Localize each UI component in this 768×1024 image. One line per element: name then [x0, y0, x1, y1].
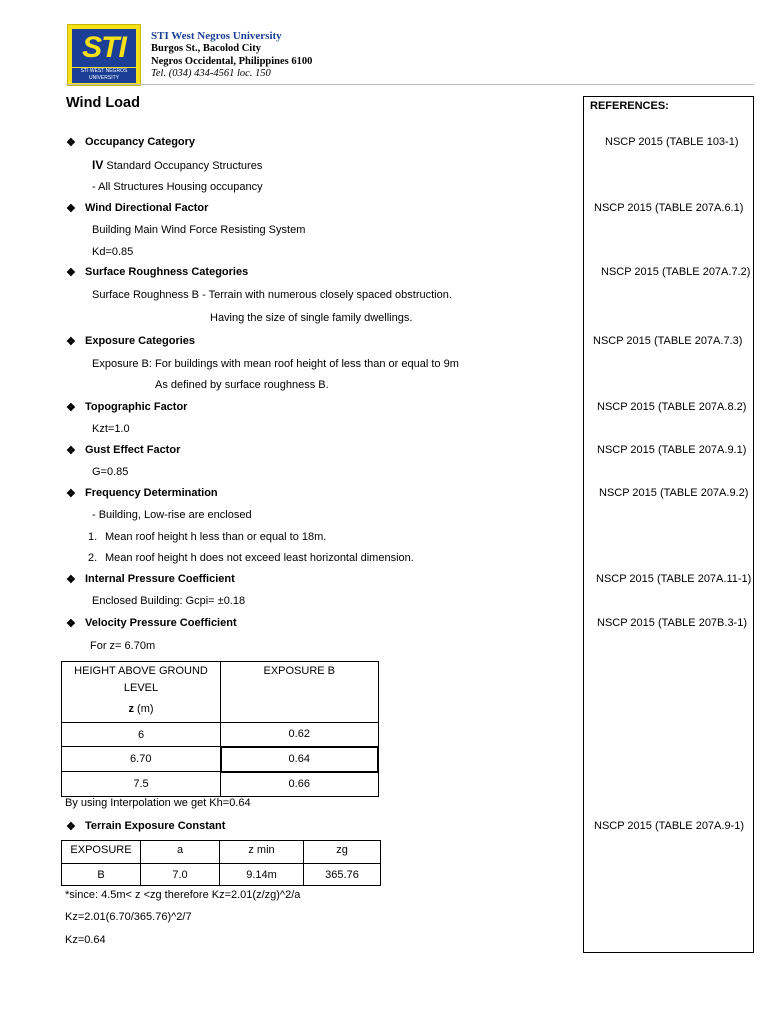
velocity-table-header-height: HEIGHT ABOVE GROUND LEVEL z (m) [62, 662, 221, 723]
interpolation-note: By using Interpolation we get Kh=0.64 [65, 797, 251, 809]
exposure-line-1: Exposure B: For buildings with mean roof height of less than or equal to 9m [92, 358, 459, 370]
heading-internal: Internal Pressure Coefficient [85, 573, 235, 585]
terrain-table [61, 840, 381, 886]
terrain-cell-a: 7.0 [141, 864, 220, 886]
diamond-bullet-icon: ❖ [66, 574, 76, 586]
ref-terrain: NSCP 2015 (TABLE 207A.9-1) [594, 820, 745, 832]
heading-occupancy: Occupancy Category [85, 136, 196, 148]
logo-wordmark: STI [72, 29, 136, 67]
velocity-z-cell: 6 [62, 723, 221, 747]
ref-topographic: NSCP 2015 (TABLE 207A.8.2) [597, 401, 747, 413]
ref-exposure: NSCP 2015 (TABLE 207A.7.3) [593, 335, 743, 347]
roughness-line-2: Having the size of single family dwellings. [210, 312, 413, 324]
occupancy-line-2: - All Structures Housing occupancy [92, 181, 263, 193]
heading-velocity: Velocity Pressure Coefficient [85, 617, 237, 629]
terrain-line-3: Kz=0.64 [65, 934, 106, 946]
velocity-table-header-exposure: EXPOSURE B [221, 662, 379, 723]
directional-line-1: Building Main Wind Force Resisting System [92, 224, 306, 236]
logo-subtitle: STI WEST NEGROS UNIVERSITY [72, 68, 136, 83]
directional-line-2: Kd=0.85 [92, 246, 134, 258]
terrain-header-a: a [141, 841, 220, 864]
velocity-z-cell: 6.70 [62, 747, 221, 772]
ref-frequency: NSCP 2015 (TABLE 207A.9.2) [599, 487, 749, 499]
terrain-header-zg: zg [304, 841, 381, 864]
frequency-item-1-number: 1. [88, 531, 98, 543]
frequency-item-1: Mean roof height h less than or equal to 18m. [105, 531, 327, 543]
references-title: REFERENCES: [590, 100, 669, 112]
terrain-header-exposure: EXPOSURE [62, 841, 141, 864]
university-logo [67, 24, 141, 86]
terrain-line-2: Kz=2.01(6.70/365.76)^2/7 [65, 911, 192, 923]
page-title: Wind Load [66, 95, 140, 111]
heading-directional: Wind Directional Factor [85, 202, 209, 214]
roughness-line-1: Surface Roughness B - Terrain with numerous closely spaced obstruction. [92, 289, 452, 301]
university-name: STI West Negros University [151, 30, 282, 42]
table-row [62, 747, 379, 772]
phone-line: Tel. (034) 434-4561 loc. 150 [151, 68, 271, 79]
diamond-bullet-icon: ❖ [66, 821, 76, 833]
gust-line-1: G=0.85 [92, 466, 129, 478]
address-line-1: Burgos St., Bacolod City [151, 43, 261, 54]
topographic-line-1: Kzt=1.0 [92, 423, 130, 435]
table-row [62, 723, 379, 747]
frequency-line-1: - Building, Low-rise are enclosed [92, 509, 252, 521]
velocity-kz-cell: 0.66 [221, 772, 379, 797]
ref-roughness: NSCP 2015 (TABLE 207A.7.2) [601, 266, 751, 278]
heading-frequency: Frequency Determination [85, 487, 218, 499]
ref-velocity: NSCP 2015 (TABLE 207B.3-1) [597, 617, 748, 629]
diamond-bullet-icon: ❖ [66, 402, 76, 414]
terrain-cell-zmin: 9.14m [220, 864, 304, 886]
diamond-bullet-icon: ❖ [66, 336, 76, 348]
frequency-item-2-number: 2. [88, 552, 98, 564]
heading-exposure: Exposure Categories [85, 335, 196, 347]
velocity-kz-cell: 0.62 [221, 723, 379, 747]
table-row [62, 841, 381, 864]
diamond-bullet-icon: ❖ [66, 618, 76, 630]
table-row [62, 772, 379, 797]
terrain-header-zmin: z min [220, 841, 304, 864]
heading-gust: Gust Effect Factor [85, 444, 181, 456]
table-row [62, 864, 381, 886]
velocity-line-1: For z= 6.70m [90, 640, 156, 652]
diamond-bullet-icon: ❖ [66, 445, 76, 457]
diamond-outline-bullet-icon: ❖ [66, 203, 76, 215]
exposure-line-2: As defined by surface roughness B. [155, 379, 329, 391]
diamond-outline-bullet-icon: ❖ [66, 488, 76, 500]
velocity-kz-cell-selected[interactable]: 0.64 [221, 747, 379, 772]
terrain-cell-exposure: B [62, 864, 141, 886]
frequency-item-2: Mean roof height h does not exceed least horizontal dimension. [105, 552, 414, 564]
header-divider [66, 84, 754, 85]
terrain-line-1: *since: 4.5m< z <zg therefore Kz=2.01(z/zg)^2/a [65, 889, 301, 901]
velocity-z-cell: 7.5 [62, 772, 221, 797]
ref-directional: NSCP 2015 (TABLE 207A.6.1) [594, 202, 744, 214]
address-line-2: Negros Occidental, Philippines 6100 [151, 56, 313, 67]
diamond-bullet-icon: ❖ [66, 137, 76, 149]
ref-gust: NSCP 2015 (TABLE 207A.9.1) [597, 444, 747, 456]
ref-occupancy: NSCP 2015 (TABLE 103-1) [605, 136, 739, 148]
heading-terrain: Terrain Exposure Constant [85, 820, 226, 832]
internal-line-1: Enclosed Building: Gcpi= ±0.18 [92, 595, 246, 607]
diamond-outline-bullet-icon: ❖ [66, 267, 76, 279]
velocity-table [61, 661, 379, 797]
heading-roughness: Surface Roughness Categories [85, 266, 249, 278]
terrain-cell-zg: 365.76 [304, 864, 381, 886]
ref-internal: NSCP 2015 (TABLE 207A.11-1) [596, 573, 752, 585]
heading-topographic: Topographic Factor [85, 401, 188, 413]
occupancy-line-1: IV Standard Occupancy Structures [92, 158, 263, 172]
